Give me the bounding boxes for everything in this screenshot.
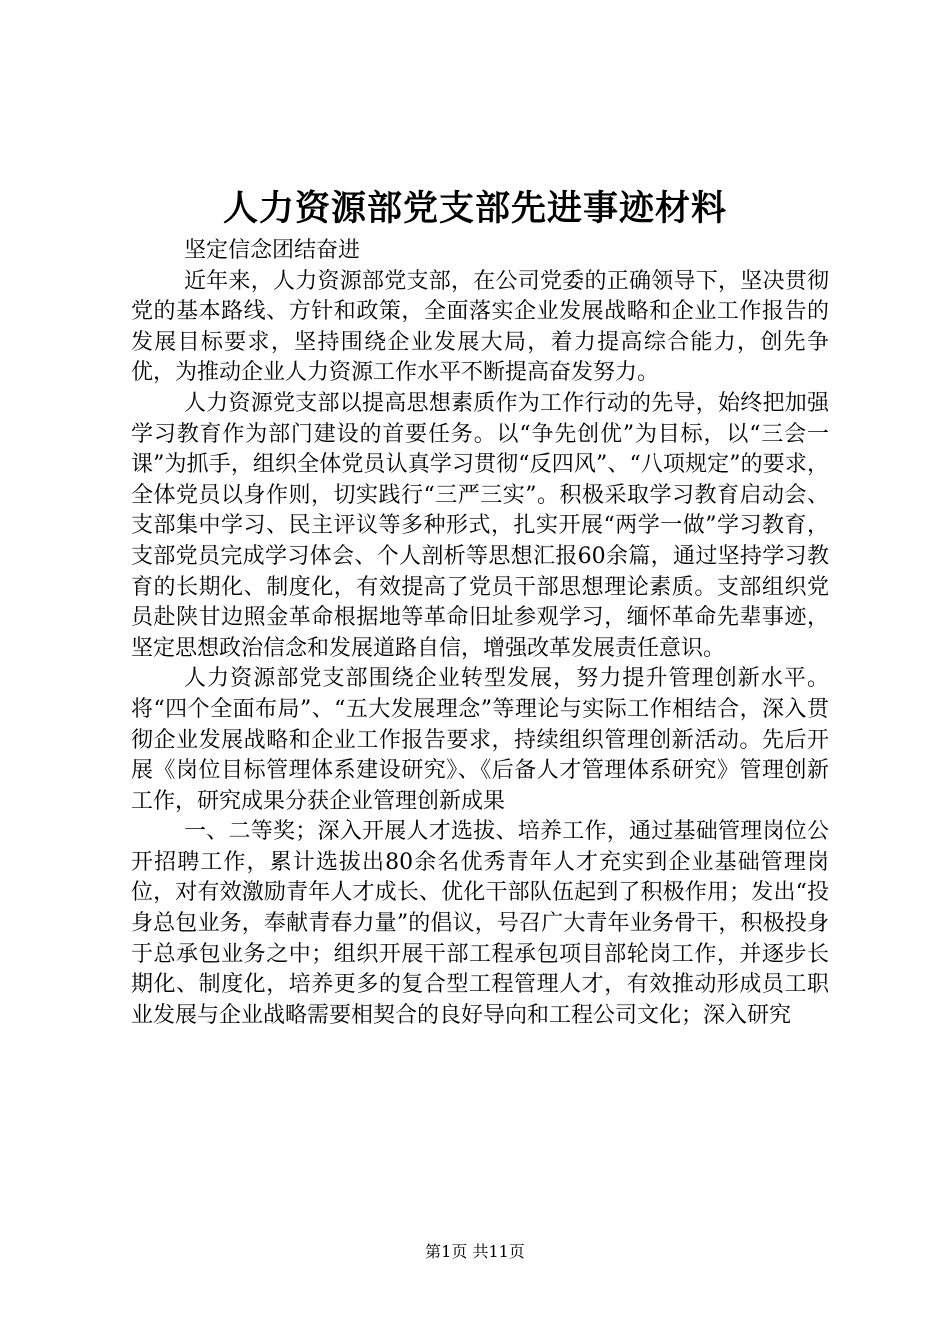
subtitle-paragraph: 坚定信念团结奋进: [184, 238, 361, 263]
page-number-footer: 第1页 共11页: [425, 1242, 525, 1261]
body-paragraph: 人力资源党支部以提高思想素质作为工作行动的先导，始终把加强学习教育作为部门建设的首要任务。以“争先创优”为目标，以“三会一课”为抓手，组织全体党员认真学习贯彻“反四风”、“八项规定”的要求，全体党员以身作则，切实践行“三严三实”。积极采取学习教育启动会、支部集中学习、民主评议等多种形式，扎实开展“两学一做”学习教育，支部党员完成学习体会、个人剖析等思想汇报60余篇，通过坚持学习教育的长期化、制度化，有效提高了党员干部思想理论素质。支部组织党员赴陕甘边照金革命根据地等革命旧址参观学习，缅怀革命先辈事迹，坚定思想政治信念和发展道路自信，增强改革发展责任意识。: [131, 390, 829, 661]
body-paragraph: 一、二等奖；深入开展人才选拔、培养工作，通过基础管理岗位公开招聘工作，累计选拔出80余名优秀青年人才充实到企业基础管理岗位，对有效激励青年人才成长、优化干部队伍起到了积极作用；发出“投身总包业务，奉献青春力量”的倡议，号召广大青年业务骨干，积极投身于总承包业务之中；组织开展干部工程承包项目部轮岗工作，并逐步长期化、制度化，培养更多的复合型工程管理人才，有效推动形成员工职业发展与企业战略需要相契合的良好导向和工程公司文化；深入研究: [131, 819, 829, 1028]
body-paragraph: 人力资源部党支部围绕企业转型发展，努力提升管理创新水平。将“四个全面布局”、“五大发展理念”等理论与实际工作相结合，深入贯彻企业发展战略和企业工作报告要求，持续组织管理创新活动。先后开展《岗位目标管理体系建设研究》、《后备人才管理体系研究》管理创新工作，研究成果分获企业管理创新成果: [131, 666, 829, 814]
document-body: [131, 236, 829, 1031]
body-paragraph: 近年来，人力资源部党支部，在公司党委的正确领导下，坚决贯彻党的基本路线、方针和政策，全面落实企业发展战略和企业工作报告的发展目标要求，坚持围绕企业发展大局，着力提高综合能力，创先争优，为推动企业人力资源工作水平不断提高奋发努力。: [131, 268, 829, 386]
document-title: 人力资源部党支部先进事迹材料: [222, 188, 727, 229]
